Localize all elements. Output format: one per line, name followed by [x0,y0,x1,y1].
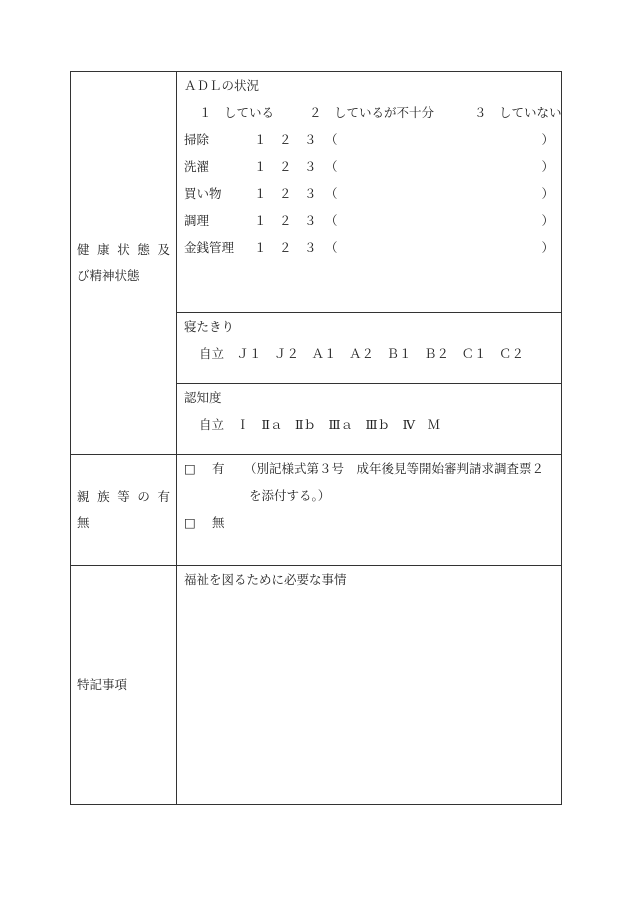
adl-item-scale: １ ２ ３ [254,132,317,147]
kin-no-checkbox[interactable]: □ [184,515,196,530]
notes-section[interactable] [177,566,562,805]
adl-item-close-paren: ） [541,159,554,174]
health-label-cell [71,72,177,455]
adl-row-money [184,234,554,261]
adl-item-name: 金銭管理 [184,240,235,255]
bedridden-title: 寝たきり [184,319,235,334]
kin-section [177,455,562,566]
application-form-table [70,71,562,805]
notes-prompt: 福祉を図るために必要な事情 [184,572,347,587]
adl-item-open-paren: （ [325,159,338,174]
adl-legend-2: ２ しているが不十分 [309,105,435,120]
adl-item-close-paren: ） [541,186,554,201]
kin-yes-note-line1: （別記様式第３号 成年後見等開始審判請求調査票２ [244,461,545,476]
adl-legend-1: １ している [199,105,275,120]
kin-label-line1: 親族等の有 [77,489,170,504]
dementia-section [177,384,562,455]
bedridden-values: 自立 Ｊ１ Ｊ２ Ａ１ Ａ２ Ｂ１ Ｂ２ Ｃ１ Ｃ２ [199,346,525,361]
notes-label-cell [71,566,177,805]
adl-item-scale: １ ２ ３ [254,159,317,174]
adl-item-close-paren: ） [541,132,554,147]
health-label-line1: 健康状態及 [77,242,170,257]
adl-item-close-paren: ） [541,240,554,255]
adl-item-open-paren: （ [325,213,338,228]
adl-item-open-paren: （ [325,132,338,147]
adl-item-scale: １ ２ ３ [254,186,317,201]
kin-yes-checkbox[interactable]: □ [184,461,196,476]
adl-legend-3: ３ していない [474,105,562,120]
adl-item-name: 掃除 [184,132,210,147]
dementia-values: 自立 Ｉ Ⅱａ Ⅱｂ Ⅲａ Ⅲｂ Ⅳ Ｍ [199,417,441,432]
kin-no-label: 無 [212,515,225,530]
adl-row-cooking [184,207,554,234]
adl-item-name: 買い物 [184,186,222,201]
kin-yes-row [184,455,554,482]
adl-section [177,72,562,313]
kin-label-cell [71,455,177,566]
dementia-title: 認知度 [184,390,222,405]
kin-label-line2: 無 [77,515,90,530]
adl-row-shopping [184,180,554,207]
adl-item-scale: １ ２ ３ [254,213,317,228]
adl-item-open-paren: （ [325,240,338,255]
kin-no-row [184,509,554,536]
bedridden-section [177,313,562,384]
health-label-line2: び精神状態 [77,268,140,283]
adl-row-cleaning [184,126,554,153]
adl-item-close-paren: ） [541,213,554,228]
adl-title: ＡＤＬの状況 [184,78,260,93]
notes-label: 特記事項 [77,677,128,692]
adl-legend [184,99,562,126]
adl-item-name: 調理 [184,213,210,228]
kin-yes-note-line2: を添付する。） [249,488,331,503]
adl-item-open-paren: （ [325,186,338,201]
kin-yes-label: 有 [212,461,225,476]
adl-item-scale: １ ２ ３ [254,240,317,255]
adl-item-name: 洗濯 [184,159,210,174]
adl-row-laundry [184,153,554,180]
